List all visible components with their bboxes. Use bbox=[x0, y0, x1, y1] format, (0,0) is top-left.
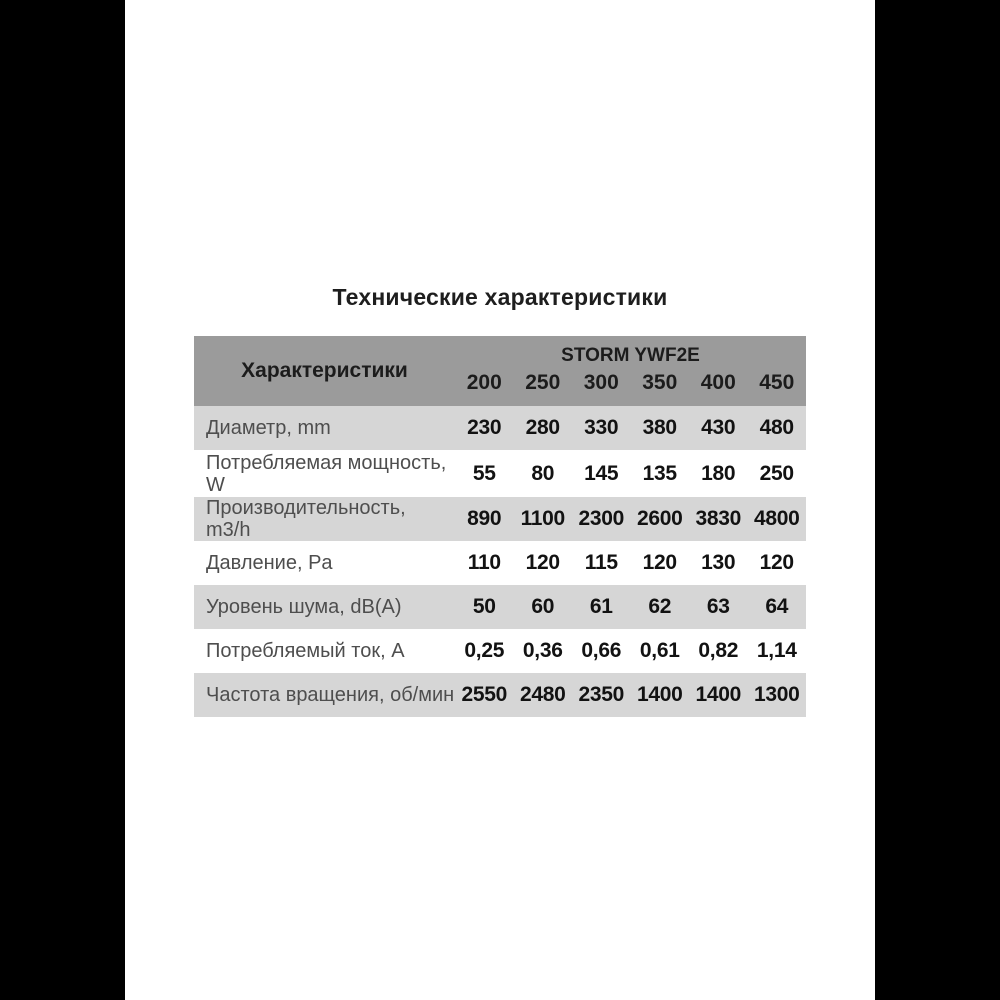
cell-value: 130 bbox=[701, 551, 736, 574]
model-column-header: 300 bbox=[583, 371, 619, 394]
row-label: Диаметр, mm bbox=[206, 417, 331, 439]
cell-value: 3830 bbox=[695, 507, 742, 530]
cell-value: 55 bbox=[472, 461, 496, 485]
specifications-table bbox=[194, 336, 806, 717]
row-label: Давление, Pa bbox=[206, 552, 333, 574]
cell-value: 120 bbox=[525, 551, 560, 574]
cell-value: 115 bbox=[584, 551, 618, 574]
header-model-group bbox=[455, 336, 806, 406]
cell-value: 2480 bbox=[519, 683, 566, 706]
cell-value: 80 bbox=[531, 461, 555, 485]
cell-value: 0,25 bbox=[464, 639, 505, 662]
header-series-label: STORM YWF2E bbox=[561, 345, 700, 366]
cell-value: 1100 bbox=[520, 507, 565, 530]
cell-value: 2600 bbox=[636, 507, 683, 530]
cell-value: 280 bbox=[525, 416, 560, 439]
cell-value: 120 bbox=[759, 551, 794, 574]
cell-value: 0,36 bbox=[522, 639, 563, 662]
table-row-pressure bbox=[194, 541, 806, 585]
cell-value: 4800 bbox=[753, 507, 800, 530]
row-label: Производительность, m3/h bbox=[206, 497, 406, 541]
cell-value: 330 bbox=[584, 416, 619, 439]
cell-value: 380 bbox=[642, 416, 677, 439]
cell-value: 2300 bbox=[578, 507, 625, 530]
row-label: Уровень шума, dB(A) bbox=[206, 596, 402, 618]
row-label: Потребляемый ток, A bbox=[206, 640, 405, 662]
cell-value: 145 bbox=[584, 461, 619, 485]
row-label: Потребляемая мощность, W bbox=[206, 451, 447, 496]
cell-value: 1300 bbox=[753, 683, 800, 706]
model-column-header: 200 bbox=[466, 371, 502, 394]
cell-value: 135 bbox=[642, 461, 677, 485]
cell-value: 0,61 bbox=[639, 639, 680, 662]
table-body bbox=[194, 406, 806, 717]
cell-value: 1400 bbox=[636, 683, 683, 706]
cell-value: 2350 bbox=[578, 683, 625, 706]
model-column-header: 450 bbox=[759, 371, 795, 394]
table-row-diameter bbox=[194, 406, 806, 450]
cell-value: 230 bbox=[467, 416, 502, 439]
cell-value: 890 bbox=[467, 507, 502, 530]
cell-value: 430 bbox=[701, 416, 736, 439]
cell-value: 64 bbox=[765, 595, 789, 618]
table-row-current bbox=[194, 629, 806, 673]
cell-value: 2550 bbox=[461, 683, 508, 706]
table-row-airflow bbox=[194, 497, 806, 541]
cell-value: 0,82 bbox=[698, 639, 739, 662]
cell-value: 0,66 bbox=[581, 639, 622, 662]
header-characteristics-label: Характеристики bbox=[241, 359, 408, 382]
cell-value: 50 bbox=[472, 595, 496, 618]
cell-value: 180 bbox=[701, 461, 736, 485]
model-column-header: 400 bbox=[700, 371, 736, 394]
model-column-header: 350 bbox=[642, 371, 678, 394]
table-header bbox=[194, 336, 806, 406]
cell-value: 1,14 bbox=[756, 639, 797, 662]
cell-value: 63 bbox=[706, 595, 730, 618]
cell-value: 480 bbox=[759, 416, 794, 439]
cell-value: 60 bbox=[531, 595, 555, 618]
cell-value: 1400 bbox=[695, 683, 742, 706]
cell-value: 250 bbox=[759, 461, 794, 485]
model-column-header: 250 bbox=[525, 371, 561, 394]
page-title: Технические характеристики bbox=[332, 284, 668, 310]
cell-value: 120 bbox=[642, 551, 677, 574]
table-row-rpm bbox=[194, 673, 806, 717]
cell-value: 61 bbox=[589, 595, 613, 618]
header-model-sizes bbox=[455, 371, 806, 395]
cell-value: 110 bbox=[467, 551, 501, 574]
table-row-power bbox=[194, 450, 806, 497]
cell-value: 62 bbox=[648, 595, 672, 618]
row-label: Частота вращения, об/мин bbox=[206, 684, 455, 706]
table-row-noise bbox=[194, 585, 806, 629]
